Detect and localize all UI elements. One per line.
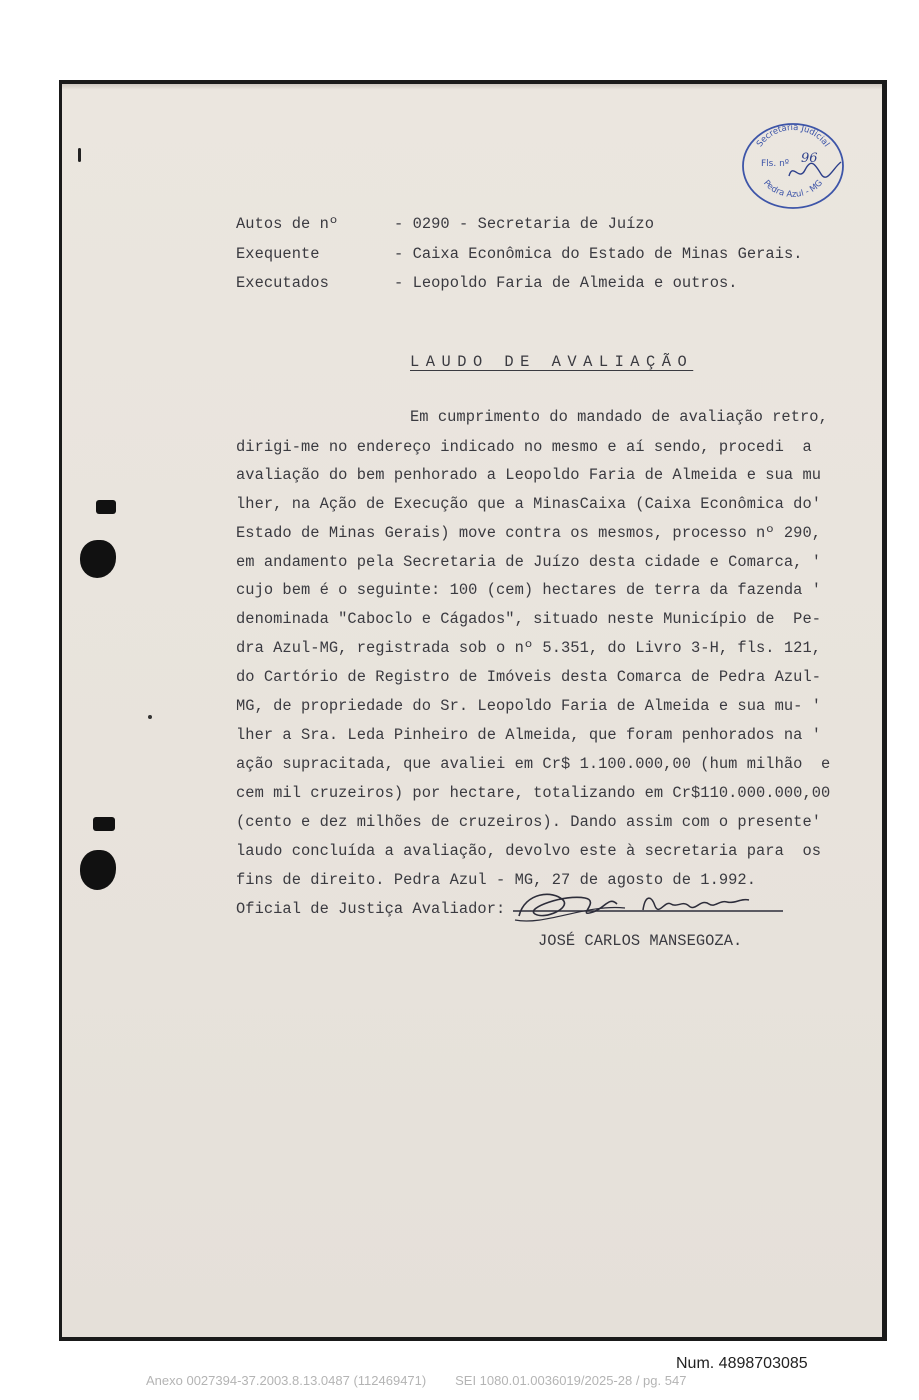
body-line: do Cartório de Registro de Imóveis desta Comarca de Pedra Azul-	[236, 668, 822, 686]
executados-value: - Leopoldo Faria de Almeida e outros.	[394, 274, 738, 292]
punch-hole-bottom-slot	[93, 817, 115, 831]
signature-label: Oficial de Justiça Avaliador:	[236, 900, 506, 918]
exequente-label: Exequente	[236, 245, 320, 263]
body-line: dra Azul-MG, registrada sob o nº 5.351, do Livro 3-H, fls. 121,	[236, 639, 822, 657]
body-line: cujo bem é o seguinte: 100 (cem) hectares de terra da fazenda '	[236, 581, 822, 599]
executados-label: Executados	[236, 274, 329, 292]
body-line: Em cumprimento do mandado de avaliação retro,	[410, 408, 828, 426]
document-title: LAUDO DE AVALIAÇÃO	[410, 353, 694, 371]
svg-text:Secretaria Judicial	[755, 123, 831, 149]
signatory-name: JOSÉ CARLOS MANSEGOZA.	[538, 932, 743, 950]
autos-value: - 0290 - Secretaria de Juízo	[394, 215, 655, 233]
body-line: lher a Sra. Leda Pinheiro de Almeida, que foram penhorados na '	[236, 726, 822, 744]
margin-mark	[78, 148, 81, 162]
margin-dot	[148, 715, 152, 719]
stamp-fls-number: 96	[801, 151, 818, 166]
footer-reference: Anexo 0027394-37.2003.8.13.0487 (112469471) SEI 1080.01.0036019/2025-28 / pg. 547	[146, 1373, 687, 1388]
body-line: em andamento pela Secretaria de Juízo desta cidade e Comarca, '	[236, 553, 822, 571]
svg-text:Pedra Azul - MG	[761, 178, 825, 200]
stamp-bottom-text: Pedra Azul - MG	[761, 178, 825, 200]
body-line: Estado de Minas Gerais) move contra os mesmos, processo nº 290,	[236, 524, 822, 542]
body-line: ação supracitada, que avaliei em Cr$ 1.100.000,00 (hum milhão e	[236, 755, 831, 773]
punch-hole-top-slot	[96, 500, 116, 514]
body-line: fins de direito. Pedra Azul - MG, 27 de agosto de 1.992.	[236, 871, 757, 889]
stamp-fls-label: Fls. nº	[761, 159, 790, 169]
body-line: cem mil cruzeiros) por hectare, totalizando em Cr$110.000.000,00	[236, 784, 831, 802]
document-number: Num. 4898703085	[676, 1355, 808, 1372]
secretaria-judicial-stamp	[741, 122, 845, 210]
exequente-value: - Caixa Econômica do Estado de Minas Gerais.	[394, 245, 803, 263]
stamp-top-text: Secretaria Judicial	[754, 122, 832, 150]
body-line: (cento e dez milhões de cruzeiros). Dando assim com o presente'	[236, 813, 822, 831]
paper-top-shadow	[62, 84, 882, 90]
body-line: avaliação do bem penhorado a Leopoldo Faria de Almeida e sua mu	[236, 466, 822, 484]
autos-label: Autos de nº	[236, 215, 339, 233]
body-line: denominada "Caboclo e Cágados", situado neste Município de Pe-	[236, 610, 822, 628]
body-line: dirigi-me no endereço indicado no mesmo e aí sendo, procedi a	[236, 438, 812, 456]
body-line: laudo concluída a avaliação, devolvo este à secretaria para os	[236, 842, 822, 860]
body-line: lher, na Ação de Execução que a MinasCaixa (Caixa Econômica do'	[236, 495, 822, 513]
body-line: MG, de propriedade do Sr. Leopoldo Faria de Almeida e sua mu- '	[236, 697, 822, 715]
